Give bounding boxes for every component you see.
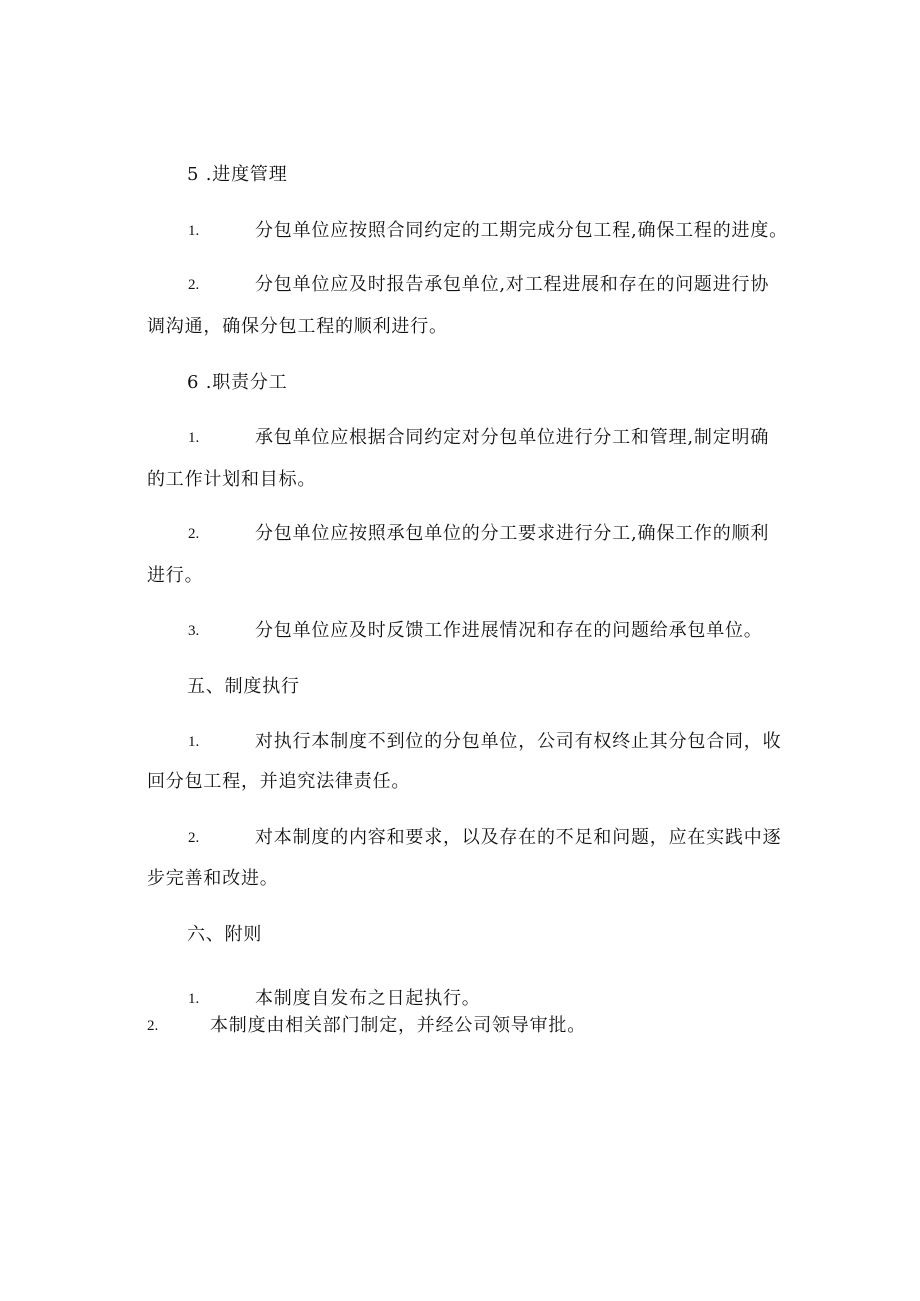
section-heading-duties: 6 .职责分工 [187, 372, 288, 393]
paragraph-line: 分包单位应按照承包单位的分工要求进行分工,确保工作的顺利 [255, 523, 770, 544]
paragraph-line: 步完善和改进。 [147, 868, 279, 889]
paragraph-line: 对本制度的内容和要求，以及存在的不足和问题，应在实践中逐 [255, 827, 782, 848]
paragraph-line: 调沟通，确保分包工程的顺利进行。 [147, 316, 448, 337]
item-number: 2. [147, 1018, 159, 1034]
paragraph-line: 分包单位应按照合同约定的工期完成分包工程,确保工程的进度。 [255, 220, 788, 241]
paragraph-line: 对执行本制度不到位的分包单位，公司有权终止其分包合同，收 [255, 731, 782, 752]
section-heading-execution: 五、制度执行 [187, 676, 300, 697]
paragraph-line: 回分包工程，并追究法律责任。 [147, 771, 411, 792]
section-heading-appendix: 六、附则 [187, 924, 263, 945]
paragraph-line: 本制度自发布之日起执行。 [255, 988, 481, 1009]
paragraph-line: 分包单位应及时反馈工作进展情况和存在的问题给承包单位。 [255, 620, 763, 641]
item-number: 1. [188, 430, 200, 446]
item-number: 2. [188, 830, 200, 846]
item-number: 1. [188, 223, 200, 239]
paragraph-line: 进行。 [147, 565, 204, 586]
paragraph-line: 的工作计划和目标。 [147, 469, 317, 490]
paragraph-line: 分包单位应及时报告承包单位,对工程进展和存在的问题进行协 [255, 274, 770, 295]
paragraph-line: 本制度由相关部门制定，并经公司领导审批。 [210, 1015, 586, 1036]
item-number: 3. [188, 623, 200, 639]
section-heading-progress: 5 .进度管理 [187, 164, 288, 185]
paragraph-line: 承包单位应根据合同约定对分包单位进行分工和管理,制定明确 [255, 427, 770, 448]
item-number: 1. [188, 734, 200, 750]
item-number: 2. [188, 277, 200, 293]
item-number: 1. [188, 991, 200, 1007]
item-number: 2. [188, 526, 200, 542]
